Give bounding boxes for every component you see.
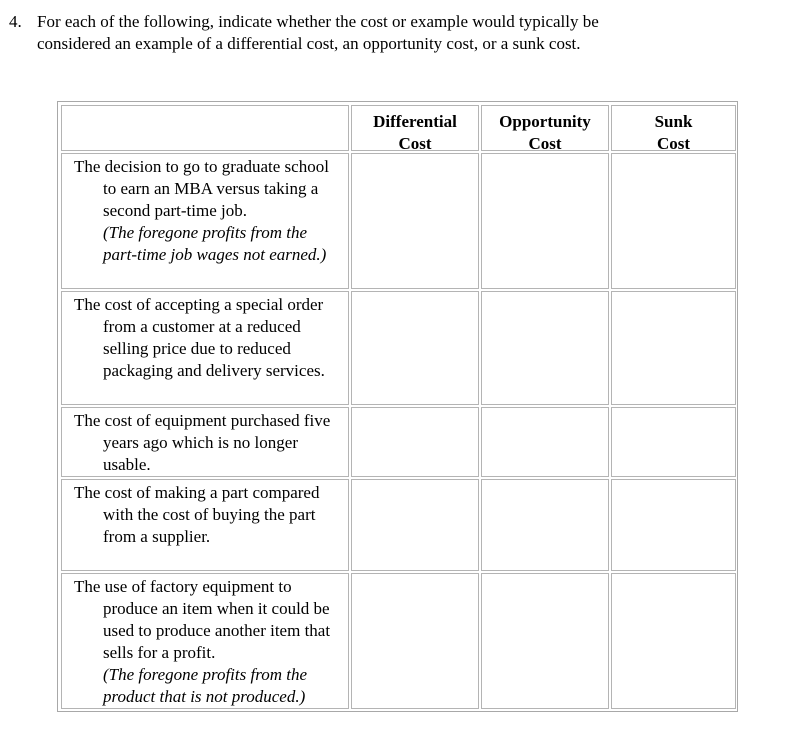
- row-text: The cost of equipment purchased five years ago which is no longer usable.: [74, 411, 331, 474]
- header-sunk-line-2: Cost: [656, 134, 691, 153]
- table-row-description: [61, 479, 349, 571]
- header-opportunity-line-1: Opportunity: [499, 112, 591, 131]
- answer-cell-opportunity[interactable]: [481, 407, 609, 477]
- header-corner-cell: [61, 105, 349, 151]
- header-differential-line-1: Differential: [373, 112, 457, 131]
- row-text: The decision to go to graduate school to earn an MBA versus taking a second part-time job.: [74, 157, 329, 220]
- answer-cell-opportunity[interactable]: [481, 153, 609, 289]
- answer-cell-sunk[interactable]: [611, 407, 736, 477]
- header-opportunity-cost: [481, 105, 609, 151]
- row-text: The cost of making a part compared with the cost of buying the part from a supplier.: [74, 483, 320, 546]
- row-note: (The foregone profits from the product that is not produced.): [103, 665, 307, 706]
- answer-cell-sunk[interactable]: [611, 153, 736, 289]
- table-row-description: [61, 291, 349, 405]
- question-line-2: considered an example of a differential cost, an opportunity cost, or a sunk cost.: [37, 34, 581, 53]
- answer-cell-opportunity[interactable]: [481, 479, 609, 571]
- row-text: The cost of accepting a special order from a customer at a reduced selling price due to reduced packaging and delivery services.: [74, 295, 325, 380]
- header-sunk-line-1: Sunk: [654, 112, 693, 131]
- answer-cell-opportunity[interactable]: [481, 291, 609, 405]
- answer-cell-opportunity[interactable]: [481, 573, 609, 709]
- question-number: 4.: [9, 12, 22, 31]
- cost-classification-table: [57, 101, 738, 712]
- question-text: [37, 11, 769, 55]
- answer-cell-sunk[interactable]: [611, 291, 736, 405]
- row-note: (The foregone profits from the part-time job wages not earned.): [103, 223, 327, 264]
- answer-cell-differential[interactable]: [351, 573, 479, 709]
- answer-cell-sunk[interactable]: [611, 479, 736, 571]
- answer-cell-differential[interactable]: [351, 153, 479, 289]
- answer-cell-differential[interactable]: [351, 479, 479, 571]
- answer-cell-differential[interactable]: [351, 291, 479, 405]
- header-opportunity-line-2: Cost: [528, 134, 562, 153]
- header-differential-cost: [351, 105, 479, 151]
- table-row-description: [61, 573, 349, 709]
- row-text: The use of factory equipment to produce an item when it could be used to produce another item that sells for a profit.: [74, 577, 331, 662]
- question-prompt: [9, 11, 769, 55]
- header-sunk-cost: [611, 105, 736, 151]
- table-row-description: [61, 153, 349, 289]
- header-differential-line-2: Cost: [398, 134, 432, 153]
- answer-cell-differential[interactable]: [351, 407, 479, 477]
- question-line-1: For each of the following, indicate whether the cost or example would typically be: [37, 12, 599, 31]
- answer-cell-sunk[interactable]: [611, 573, 736, 709]
- table-row-description: [61, 407, 349, 477]
